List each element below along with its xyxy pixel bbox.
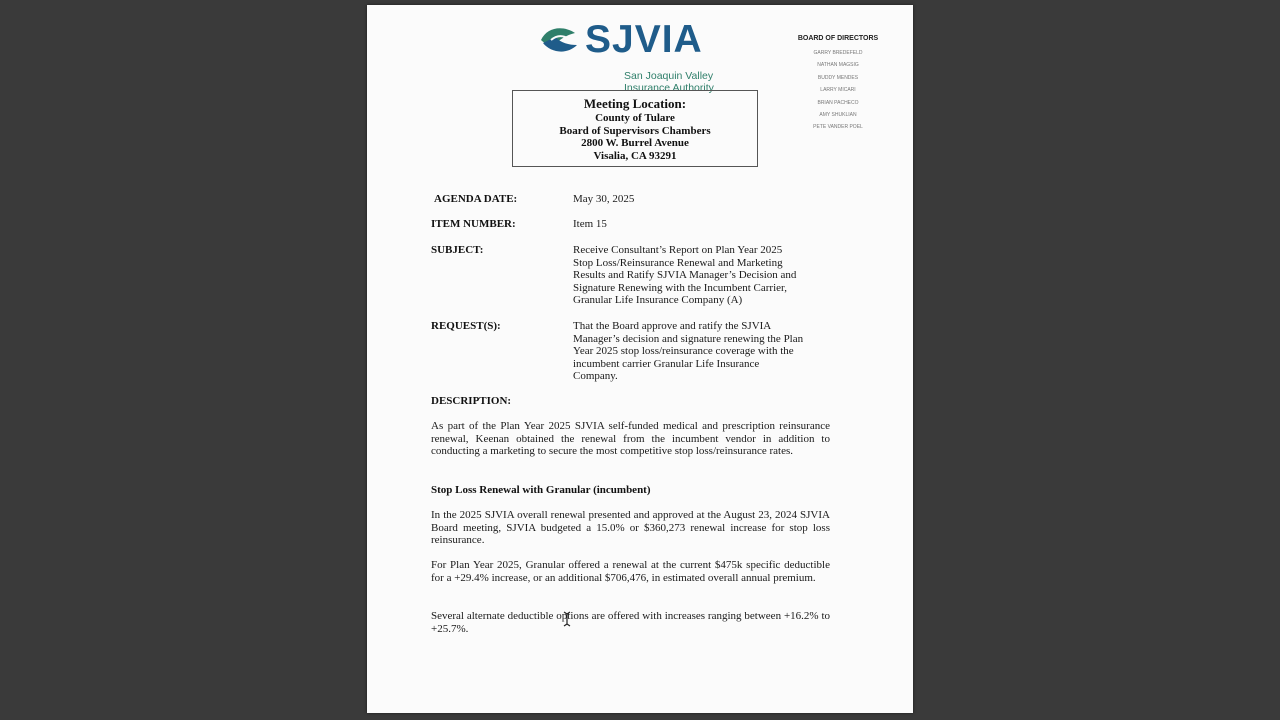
text-cursor-icon — [561, 611, 573, 627]
request-line: Company. — [573, 370, 618, 383]
board-member: PETE VANDER POEL — [813, 124, 863, 131]
item-number-label: ITEM NUMBER: — [431, 218, 516, 230]
document-page — [367, 5, 913, 713]
description-intro: As part of the Plan Year 2025 SJVIA self-funded medical and prescription reinsurance renewal, Keenan obtained the renewal from the incumbent vendor in addition to conducting a marketing to secure the most competitive stop loss/reinsurance rates. — [431, 420, 830, 458]
logo-wordmark: SJVIA — [585, 18, 703, 61]
board-member: NATHAN MAGSIG — [817, 62, 859, 69]
renewal-paragraph-2: For Plan Year 2025, Granular offered a renewal at the current $475k specific deductible for a +29.4% increase, or an additional $706,476, in estimated overall annual premium. — [431, 559, 830, 584]
meeting-location-line: Visalia, CA 93291 — [593, 149, 677, 162]
request-value — [573, 320, 851, 383]
board-member: BUDDY MENDES — [817, 74, 859, 81]
request-line: Manager’s decision and signature renewing the Plan — [573, 332, 804, 345]
board-member: AMY SHUKLIAN — [819, 111, 857, 118]
subject-line: Stop Loss/Reinsurance Renewal and Marketing — [573, 256, 783, 269]
subject-label: SUBJECT: — [431, 244, 484, 256]
subject-line: Signature Renewing with the Incumbent Carrier, — [573, 281, 788, 294]
sjvia-logo — [539, 18, 729, 94]
request-line: That the Board approve and ratify the SJVIA — [573, 320, 772, 332]
item-number-value: Item 15 — [573, 218, 607, 230]
board-of-directors — [793, 35, 883, 134]
request-label: REQUEST(S): — [431, 320, 501, 332]
request-line: incumbent carrier Granular Life Insurance — [573, 357, 760, 370]
board-member: BRIAN PACHECO — [817, 99, 859, 106]
meeting-location-line: Board of Supervisors Chambers — [559, 124, 711, 137]
subject-value — [573, 244, 851, 307]
subject-line: Granular Life Insurance Company (A) — [573, 294, 743, 307]
board-title: BOARD OF DIRECTORS — [797, 35, 879, 42]
agenda-date-value: May 30, 2025 — [573, 193, 635, 205]
board-member: GARRY BREDEFELD — [813, 50, 863, 56]
meeting-location-line: 2800 W. Burrel Avenue — [581, 137, 689, 149]
subject-line: Receive Consultant’s Report on Plan Year 2025 — [573, 244, 783, 256]
logo-subtitle-line-2: Insurance Authority — [624, 82, 714, 94]
meeting-location-line: County of Tulare — [595, 112, 675, 124]
renewal-paragraph-3: Several alternate deductible options are offered with increases ranging between +16.2% to +25.7%. — [431, 610, 830, 635]
handshake-leaf-icon — [539, 23, 579, 57]
description-heading: DESCRIPTION: — [431, 395, 512, 407]
meeting-location-box — [512, 90, 758, 167]
subject-line: Results and Ratify SJVIA Manager’s Decision and — [573, 269, 797, 282]
meeting-location-title: Meeting Location: — [583, 96, 687, 111]
board-member: LARRY MICARI — [820, 87, 856, 94]
renewal-paragraph-1: In the 2025 SJVIA overall renewal presented and approved at the August 23, 2024 SJVIA Board meeting, SJVIA budgeted a 15.0% or $360,273 renewal increase for stop loss reinsurance. — [431, 509, 830, 547]
logo-subtitle-line-1: San Joaquin Valley — [624, 70, 714, 82]
board-member-list — [793, 47, 883, 134]
request-line: Year 2025 stop loss/reinsurance coverage with the — [573, 345, 794, 358]
renewal-heading: Stop Loss Renewal with Granular (incumbent) — [431, 484, 651, 496]
agenda-date-label: AGENDA DATE: — [434, 193, 518, 205]
